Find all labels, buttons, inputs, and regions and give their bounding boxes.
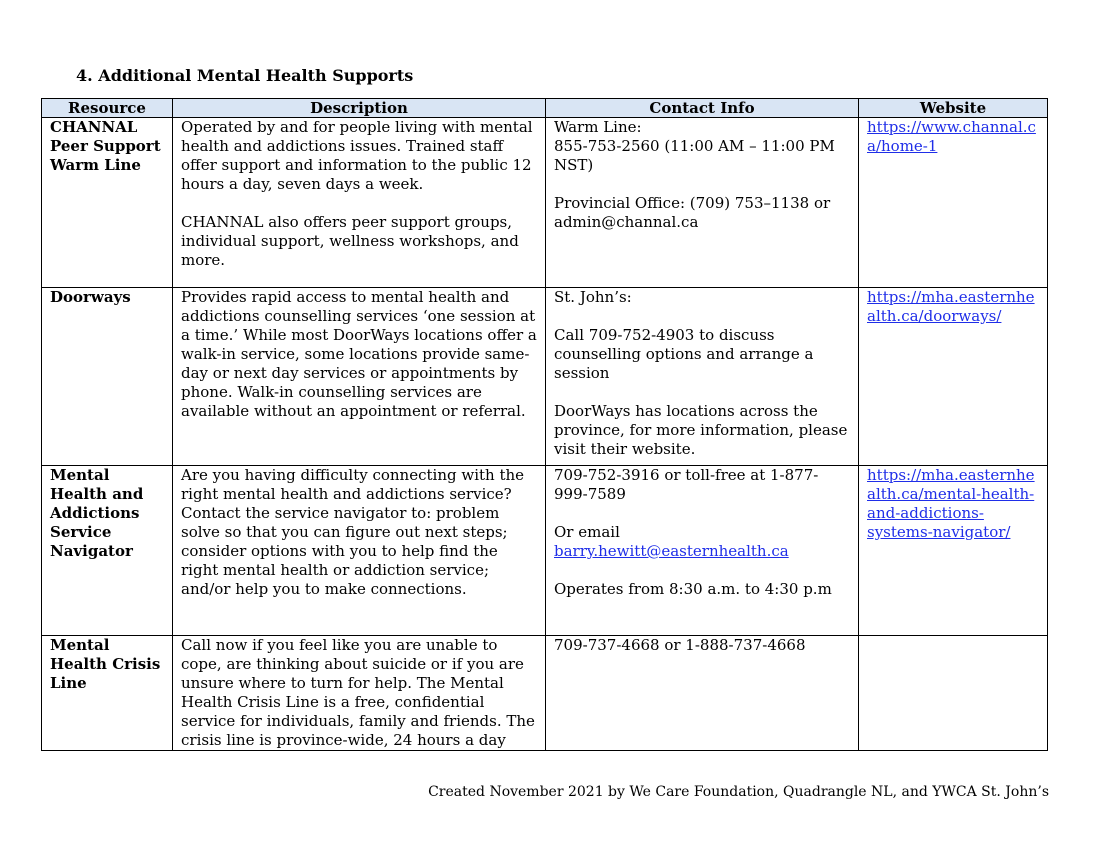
- email-prefix: Or email: [554, 523, 620, 541]
- resource-description: [173, 288, 546, 466]
- table-row: [42, 466, 1048, 636]
- contact-line: 709-737-4668 or 1-888-737-4668: [554, 636, 806, 654]
- resource-description: [173, 118, 546, 288]
- contact-line: 855-753-2560 (11:00 AM – 11:00 PM NST): [554, 137, 835, 174]
- contact-line: St. John’s:: [554, 288, 632, 306]
- website-cell: [859, 466, 1048, 636]
- contact-line: Warm Line:: [554, 118, 642, 136]
- resource-description: [173, 466, 546, 636]
- mental-health-supports-table: [41, 98, 1048, 751]
- footer-credit: Created November 2021 by We Care Foundation, Quadrangle NL, and YWCA St. John’s: [428, 784, 1049, 800]
- website-link[interactable]: https://www.channal.ca/home-1: [867, 118, 1036, 155]
- contact-info: [546, 466, 859, 636]
- website-link[interactable]: https://mha.easternhealth.ca/mental-health-and-addictions-systems-navigator/: [867, 466, 1035, 541]
- table-row: [42, 118, 1048, 288]
- description-paragraph: Operated by and for people living with mental health and addictions issues. Trained staff offer support and information to the public 12 hours a day, seven days a week.: [181, 118, 533, 193]
- contact-info: [546, 288, 859, 466]
- column-header-website: Website: [859, 99, 1048, 118]
- table-row: [42, 636, 1048, 751]
- website-cell: [859, 636, 1048, 751]
- website-link[interactable]: https://mha.easternhealth.ca/doorways/: [867, 288, 1035, 325]
- description-paragraph: CHANNAL also offers peer support groups, individual support, wellness workshops, and more.: [181, 213, 519, 269]
- website-cell: [859, 288, 1048, 466]
- column-header-resource: Resource: [42, 99, 173, 118]
- contact-info: [546, 118, 859, 288]
- section-heading: 4. Additional Mental Health Supports: [76, 66, 414, 85]
- description-paragraph: Provides rapid access to mental health and addictions counselling services ‘one session at a time.’ While most DoorWays locations offer a walk-in service, some locations provide same-day or next day services or appointments by phone. Walk-in counselling services are available without an appointment or referral.: [181, 288, 537, 420]
- table-row: [42, 288, 1048, 466]
- description-paragraph: Call now if you feel like you are unable to cope, are thinking about suicide or if you are unsure where to turn for help. The Mental Health Crisis Line is a free, confidential service for individuals, family and friends. The crisis line is province-wide, 24 hours a day: [181, 636, 535, 749]
- contact-line: DoorWays has locations across the province, for more information, please visit their website.: [554, 402, 848, 458]
- email-link[interactable]: barry.hewitt@easternhealth.ca: [554, 542, 789, 560]
- column-header-description: Description: [173, 99, 546, 118]
- description-paragraph: Are you having difficulty connecting with the right mental health and addictions service? Contact the service navigator to: problem solve so that you can figure out next steps; consider options with you to help find the right mental health or addiction service; and/or help you to make connections.: [181, 466, 525, 598]
- resource-name: CHANNAL Peer Support Warm Line: [42, 118, 173, 288]
- resource-name: Mental Health Crisis Line: [42, 636, 173, 751]
- column-header-contact-info: Contact Info: [546, 99, 859, 118]
- contact-line: Call 709-752-4903 to discuss counselling options and arrange a session: [554, 326, 814, 382]
- contact-line: [554, 523, 850, 561]
- resource-description: [173, 636, 546, 751]
- resource-name: Doorways: [42, 288, 173, 466]
- website-cell: [859, 118, 1048, 288]
- contact-line: 709-752-3916 or toll-free at 1-877-999-7589: [554, 466, 819, 503]
- contact-info: [546, 636, 859, 751]
- contact-line: Provincial Office: (709) 753–1138 or admin@channal.ca: [554, 194, 831, 231]
- contact-line: Operates from 8:30 a.m. to 4:30 p.m: [554, 580, 832, 598]
- resource-name: Mental Health and Addictions Service Navigator: [42, 466, 173, 636]
- table-header-row: [42, 99, 1048, 118]
